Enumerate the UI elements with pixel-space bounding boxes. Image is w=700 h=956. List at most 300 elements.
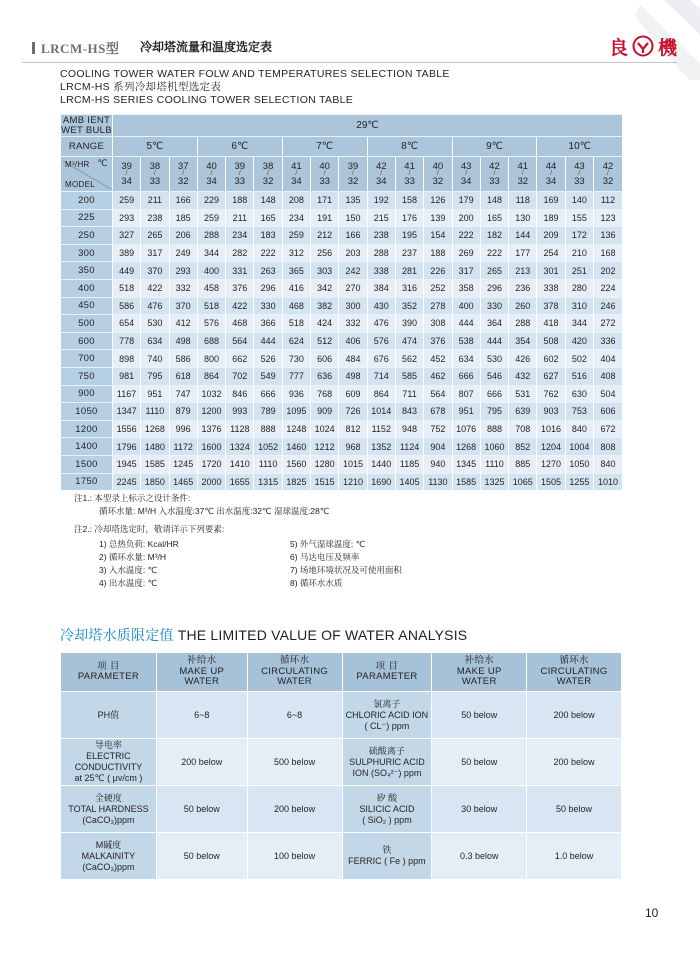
param-line: ION (SO₄²⁻) ppm bbox=[352, 767, 422, 778]
range-4: 9℃ bbox=[452, 137, 537, 157]
range-3: 8℃ bbox=[367, 137, 452, 157]
temp-pair-stack bbox=[339, 162, 366, 186]
head-param-left bbox=[61, 653, 157, 692]
temp-slash: / bbox=[153, 170, 156, 177]
flow-cell: 768 bbox=[311, 385, 339, 403]
flow-cell: 530 bbox=[480, 350, 508, 368]
flow-cell: 301 bbox=[537, 262, 565, 280]
deg-label: ℃ bbox=[97, 158, 108, 168]
flow-cell: 444 bbox=[480, 332, 508, 350]
note-item: 5) 外气湿球温度: ℃ bbox=[290, 539, 366, 549]
temp-out: 34 bbox=[121, 176, 132, 187]
flow-cell: 1268 bbox=[141, 420, 169, 438]
flow-cell: 602 bbox=[537, 350, 565, 368]
flow-cell: 376 bbox=[424, 332, 452, 350]
temp-out: 34 bbox=[375, 176, 387, 187]
head-param-right bbox=[342, 653, 432, 692]
temp-pair-stack bbox=[594, 162, 622, 186]
makeup-left: 200 below bbox=[156, 739, 247, 786]
flow-cell: 183 bbox=[254, 227, 282, 245]
temp-pair-13 bbox=[480, 157, 508, 192]
flow-cell: 1185 bbox=[395, 455, 423, 473]
flow-cell: 389 bbox=[112, 244, 140, 262]
flow-cell: 112 bbox=[594, 192, 623, 210]
head-makeup-en1: MAKE UP bbox=[179, 665, 225, 677]
note-item: 8) 循环水水质 bbox=[290, 578, 343, 588]
flow-cell: 708 bbox=[509, 420, 537, 438]
flow-cell: 636 bbox=[311, 367, 339, 385]
flow-cell: 1560 bbox=[282, 455, 310, 473]
temp-pair-stack bbox=[254, 162, 281, 186]
flow-cell: 168 bbox=[594, 244, 623, 262]
flow-cell: 666 bbox=[254, 385, 282, 403]
temp-in: 39 bbox=[234, 161, 246, 172]
temp-pair-stack bbox=[226, 162, 253, 186]
flow-cell: 259 bbox=[282, 227, 310, 245]
flow-cell: 169 bbox=[537, 192, 565, 210]
header-title: 冷却塔流量和温度选定表 bbox=[140, 40, 273, 54]
flow-cell: 549 bbox=[254, 367, 282, 385]
flow-cell: 202 bbox=[594, 262, 623, 280]
model-cell: 1200 bbox=[61, 420, 113, 438]
flow-cell: 1167 bbox=[112, 385, 140, 403]
circ-left: 200 below bbox=[247, 786, 342, 833]
title-cn: LRCM-HS 系列冷却塔机型选定表 bbox=[60, 81, 222, 93]
flow-cell: 1110 bbox=[254, 455, 282, 473]
flow-cell: 996 bbox=[169, 420, 197, 438]
flow-cell: 634 bbox=[452, 350, 480, 368]
temp-in: 39 bbox=[121, 161, 132, 172]
flow-cell: 1347 bbox=[112, 403, 140, 421]
temp-pair-9 bbox=[367, 157, 395, 192]
head-circ-cn: 循环水 bbox=[279, 655, 310, 667]
temp-pair-stack bbox=[113, 162, 140, 186]
flow-cell: 242 bbox=[339, 262, 367, 280]
flow-cell: 747 bbox=[169, 385, 197, 403]
flow-cell: 195 bbox=[395, 227, 423, 245]
flow-cell: 627 bbox=[537, 367, 565, 385]
temp-slash: / bbox=[607, 170, 609, 177]
note1 bbox=[74, 492, 190, 505]
flow-cell: 358 bbox=[452, 279, 480, 297]
flow-cell: 254 bbox=[537, 244, 565, 262]
flow-cell: 1245 bbox=[169, 455, 197, 473]
flow-cell: 312 bbox=[282, 244, 310, 262]
head-circ-left bbox=[247, 653, 342, 692]
model-cell: 700 bbox=[61, 350, 113, 368]
temp-pair-stack bbox=[198, 162, 225, 186]
flow-cell: 1172 bbox=[169, 438, 197, 456]
note-item: 2) 循环水量: M³/H bbox=[99, 552, 167, 562]
note1-detail: 循环水量: M³/H 入水温度:37℃ 出水温度:32℃ 湿球温度:28℃ bbox=[99, 506, 330, 516]
model-cell: 450 bbox=[61, 297, 113, 315]
flow-cell: 654 bbox=[112, 315, 140, 333]
header-bar bbox=[32, 42, 35, 54]
flow-cell: 378 bbox=[537, 297, 565, 315]
param-line: SULPHURIC ACID bbox=[349, 756, 425, 767]
table-row bbox=[61, 332, 623, 350]
flow-cell: 404 bbox=[594, 350, 623, 368]
temp-slash: / bbox=[182, 170, 185, 177]
temp-slash: / bbox=[521, 170, 524, 177]
flow-cell: 189 bbox=[537, 209, 565, 227]
flow-cell: 634 bbox=[141, 332, 169, 350]
note-item: 3) 入水温度: ℃ bbox=[99, 565, 158, 575]
flow-cell: 476 bbox=[367, 315, 395, 333]
flow-cell: 430 bbox=[367, 297, 395, 315]
flow-cell: 192 bbox=[367, 192, 395, 210]
flow-cell: 336 bbox=[594, 332, 623, 350]
flow-cell: 229 bbox=[197, 192, 225, 210]
temp-in: 42 bbox=[602, 161, 614, 172]
flow-cell: 1130 bbox=[424, 473, 452, 490]
head-circ-en2-2: WATER bbox=[556, 676, 592, 688]
flow-cell: 846 bbox=[226, 385, 254, 403]
flow-cell: 508 bbox=[537, 332, 565, 350]
makeup-left: 50 below bbox=[156, 786, 247, 833]
flow-cell: 130 bbox=[509, 209, 537, 227]
temp-out: 32 bbox=[432, 176, 444, 187]
flow-cell: 618 bbox=[169, 367, 197, 385]
flow-cell: 338 bbox=[537, 279, 565, 297]
flow-cell: 206 bbox=[169, 227, 197, 245]
water-title-cn: 冷却塔水质限定值 bbox=[60, 627, 174, 643]
circ-right: 1.0 below bbox=[527, 833, 622, 880]
model-cell: 1400 bbox=[61, 438, 113, 456]
temp-out: 33 bbox=[404, 176, 415, 187]
temp-pair-stack bbox=[170, 162, 197, 186]
temp-in: 39 bbox=[347, 161, 359, 172]
model-cell: 750 bbox=[61, 367, 113, 385]
flow-cell: 1585 bbox=[141, 455, 169, 473]
flow-cell: 209 bbox=[537, 227, 565, 245]
flow-cell: 885 bbox=[509, 455, 537, 473]
flow-cell: 476 bbox=[141, 297, 169, 315]
logo-emblem-icon bbox=[632, 35, 654, 57]
flow-cell: 212 bbox=[311, 227, 339, 245]
flow-cell: 148 bbox=[254, 192, 282, 210]
temp-pair-17 bbox=[594, 157, 623, 192]
water-row bbox=[61, 833, 622, 880]
flow-cell: 1600 bbox=[197, 438, 225, 456]
flow-cell: 282 bbox=[226, 244, 254, 262]
flow-cell: 1052 bbox=[254, 438, 282, 456]
flow-cell: 118 bbox=[509, 192, 537, 210]
param-line: (CaCO₃)ppm bbox=[82, 814, 135, 825]
temp-slash: / bbox=[125, 170, 128, 177]
flow-cell: 1015 bbox=[339, 455, 367, 473]
param-line: 氯离子 bbox=[373, 698, 401, 709]
flow-cell: 1212 bbox=[311, 438, 339, 456]
head-makeup-cn: 补给水 bbox=[187, 655, 217, 667]
flow-cell: 185 bbox=[169, 209, 197, 227]
table-row bbox=[61, 227, 623, 245]
temp-pair-stack bbox=[453, 162, 480, 186]
flow-cell: 1204 bbox=[537, 438, 565, 456]
flow-cell: 165 bbox=[480, 209, 508, 227]
flow-cell: 222 bbox=[480, 244, 508, 262]
table-row bbox=[61, 438, 623, 456]
mhr-label: M³/HR bbox=[65, 160, 90, 169]
note2-items-left bbox=[99, 538, 179, 590]
flow-cell: 139 bbox=[424, 209, 452, 227]
model-cell: 600 bbox=[61, 332, 113, 350]
table-row bbox=[61, 279, 623, 297]
table-row bbox=[61, 367, 623, 385]
flow-cell: 1270 bbox=[537, 455, 565, 473]
temp-in: 42 bbox=[489, 161, 500, 172]
temp-pair-stack bbox=[283, 162, 310, 186]
mhr-model-cell bbox=[61, 157, 113, 192]
head-makeup-right bbox=[432, 653, 527, 692]
amb-label-1: AMB IENT bbox=[62, 114, 111, 126]
temp-pair-15 bbox=[537, 157, 565, 192]
flow-cell: 888 bbox=[480, 420, 508, 438]
flow-cell: 236 bbox=[509, 279, 537, 297]
flow-cell: 1690 bbox=[367, 473, 395, 490]
makeup-right: 50 below bbox=[432, 692, 527, 739]
head-circ-cn-2: 循环水 bbox=[559, 655, 589, 667]
table-row bbox=[61, 192, 623, 210]
circ-right: 50 below bbox=[527, 786, 622, 833]
amb-value: 29℃ bbox=[112, 115, 622, 137]
flow-cell: 211 bbox=[226, 209, 254, 227]
makeup-right: 50 below bbox=[432, 739, 527, 786]
flow-cell: 512 bbox=[311, 332, 339, 350]
model-label: MODEL bbox=[65, 180, 95, 189]
flow-cell: 150 bbox=[339, 209, 367, 227]
temp-out: 33 bbox=[149, 176, 161, 187]
flow-cell: 452 bbox=[424, 350, 452, 368]
flow-cell: 211 bbox=[141, 192, 169, 210]
makeup-left: 50 below bbox=[156, 833, 247, 880]
flow-cell: 281 bbox=[395, 262, 423, 280]
flow-cell: 564 bbox=[424, 385, 452, 403]
makeup-right: 0.3 below bbox=[432, 833, 527, 880]
flow-cell: 940 bbox=[424, 455, 452, 473]
param-line: M碱度 bbox=[95, 839, 122, 850]
flow-cell: 1065 bbox=[509, 473, 537, 490]
table-row bbox=[61, 455, 623, 473]
table-row bbox=[61, 350, 623, 368]
note-item: 7) 场地环境状况及可使用面积 bbox=[290, 565, 402, 575]
flow-cell: 272 bbox=[594, 315, 623, 333]
flow-cell: 342 bbox=[311, 279, 339, 297]
flow-cell: 330 bbox=[480, 297, 508, 315]
title-en-2: LRCM-HS SERIES COOLING TOWER SELECTION TABLE bbox=[60, 94, 354, 106]
flow-cell: 531 bbox=[509, 385, 537, 403]
water-title-en: THE LIMITED VALUE OF WATER ANALYSIS bbox=[177, 627, 468, 643]
temp-pair-stack bbox=[481, 162, 508, 186]
logo-char-1: 良 bbox=[608, 36, 628, 59]
flow-cell: 182 bbox=[480, 227, 508, 245]
flow-cell: 259 bbox=[112, 192, 140, 210]
flow-cell: 1248 bbox=[282, 420, 310, 438]
temp-in: 37 bbox=[177, 161, 189, 172]
flow-cell: 586 bbox=[112, 297, 140, 315]
flow-cell: 1032 bbox=[197, 385, 225, 403]
flow-cell: 352 bbox=[395, 297, 423, 315]
flow-cell: 1324 bbox=[226, 438, 254, 456]
temp-pair-5 bbox=[254, 157, 282, 192]
flow-cell: 158 bbox=[395, 192, 423, 210]
water-row bbox=[61, 786, 622, 833]
flow-cell: 1352 bbox=[367, 438, 395, 456]
temp-out: 33 bbox=[234, 176, 246, 187]
header-model bbox=[32, 38, 119, 57]
flow-cell: 576 bbox=[197, 315, 225, 333]
table-row bbox=[61, 315, 623, 333]
temp-pair-stack bbox=[566, 162, 593, 186]
flow-cell: 807 bbox=[452, 385, 480, 403]
flow-cell: 364 bbox=[480, 315, 508, 333]
flow-cell: 144 bbox=[509, 227, 537, 245]
circ-left: 500 below bbox=[247, 739, 342, 786]
flow-cell: 1515 bbox=[311, 473, 339, 490]
flow-cell: 740 bbox=[141, 350, 169, 368]
flow-cell: 852 bbox=[509, 438, 537, 456]
flow-cell: 864 bbox=[367, 385, 395, 403]
flow-cell: 672 bbox=[594, 420, 623, 438]
param-left bbox=[61, 739, 157, 786]
flow-cell: 176 bbox=[395, 209, 423, 227]
temp-slash: / bbox=[323, 170, 326, 177]
temp-slash: / bbox=[210, 170, 213, 177]
flow-cell: 516 bbox=[565, 367, 593, 385]
flow-cell: 1014 bbox=[367, 403, 395, 421]
circ-right: 200 below bbox=[527, 692, 622, 739]
flow-cell: 265 bbox=[480, 262, 508, 280]
temp-pair-4 bbox=[226, 157, 254, 192]
flow-cell: 1210 bbox=[339, 473, 367, 490]
flow-cell: 714 bbox=[367, 367, 395, 385]
flow-cell: 458 bbox=[197, 279, 225, 297]
flow-cell: 795 bbox=[141, 367, 169, 385]
temp-pair-14 bbox=[509, 157, 537, 192]
flow-cell: 155 bbox=[565, 209, 593, 227]
flow-cell: 263 bbox=[254, 262, 282, 280]
flow-cell: 126 bbox=[424, 192, 452, 210]
temp-slash: / bbox=[380, 170, 383, 177]
flow-cell: 1050 bbox=[565, 455, 593, 473]
note2-text: 冷却塔选定时，敬请详示下列要素: bbox=[94, 524, 225, 534]
note-item: 1) 总热负荷: Kcal/HR bbox=[99, 539, 179, 549]
temp-out: 32 bbox=[517, 176, 529, 187]
temp-slash: / bbox=[295, 170, 298, 177]
flow-cell: 237 bbox=[395, 244, 423, 262]
temp-in: 43 bbox=[460, 161, 472, 172]
flow-cell: 502 bbox=[565, 350, 593, 368]
flow-cell: 140 bbox=[565, 192, 593, 210]
flow-cell: 1345 bbox=[452, 455, 480, 473]
flow-cell: 300 bbox=[339, 297, 367, 315]
temp-slash: / bbox=[465, 170, 468, 177]
param-line: ( SiO₂ ) ppm bbox=[362, 814, 412, 825]
temp-out: 34 bbox=[291, 176, 302, 187]
param-line: 全硬度 bbox=[94, 792, 122, 803]
flow-cell: 449 bbox=[112, 262, 140, 280]
model-cell: 300 bbox=[61, 244, 113, 262]
flow-cell: 789 bbox=[254, 403, 282, 421]
flow-cell: 422 bbox=[141, 279, 169, 297]
temp-pair-7 bbox=[311, 157, 339, 192]
flow-cell: 296 bbox=[254, 279, 282, 297]
flow-cell: 208 bbox=[282, 192, 310, 210]
flow-cell: 468 bbox=[226, 315, 254, 333]
table-row bbox=[61, 420, 623, 438]
model-cell: 225 bbox=[61, 209, 113, 227]
flow-cell: 538 bbox=[452, 332, 480, 350]
param-line: PH值 bbox=[97, 709, 120, 720]
flow-cell: 1410 bbox=[226, 455, 254, 473]
temp-slash: / bbox=[408, 170, 411, 177]
flow-cell: 606 bbox=[594, 403, 623, 421]
model-cell: 1050 bbox=[61, 403, 113, 421]
table-row bbox=[61, 473, 623, 490]
temp-out: 34 bbox=[206, 176, 217, 187]
flow-cell: 270 bbox=[339, 279, 367, 297]
flow-cell: 252 bbox=[424, 279, 452, 297]
flow-cell: 1280 bbox=[311, 455, 339, 473]
temp-slash: / bbox=[267, 170, 270, 177]
amb-wet-bulb-label bbox=[61, 115, 113, 137]
flow-cell: 327 bbox=[112, 227, 140, 245]
flow-cell: 762 bbox=[537, 385, 565, 403]
flow-cell: 416 bbox=[282, 279, 310, 297]
range-0: 5℃ bbox=[112, 137, 197, 157]
temp-slash: / bbox=[436, 170, 439, 177]
param-line: 导电率 bbox=[94, 740, 122, 750]
flow-cell: 951 bbox=[452, 403, 480, 421]
flow-cell: 384 bbox=[367, 279, 395, 297]
head-param-cn: 项 目 bbox=[97, 660, 120, 672]
water-section-title bbox=[60, 625, 467, 645]
flow-cell: 711 bbox=[395, 385, 423, 403]
flow-cell: 936 bbox=[282, 385, 310, 403]
flow-cell: 1010 bbox=[594, 473, 623, 490]
flow-cell: 331 bbox=[226, 262, 254, 280]
circ-left: 100 below bbox=[247, 833, 342, 880]
temp-in: 41 bbox=[291, 161, 302, 172]
head-circ-en1-2: CIRCULATING bbox=[540, 665, 608, 677]
flow-cell: 422 bbox=[226, 297, 254, 315]
flow-cell: 474 bbox=[395, 332, 423, 350]
flow-cell: 1460 bbox=[282, 438, 310, 456]
table-row bbox=[61, 209, 623, 227]
flow-cell: 238 bbox=[367, 227, 395, 245]
flow-cell: 222 bbox=[254, 244, 282, 262]
flow-cell: 1128 bbox=[226, 420, 254, 438]
flow-cell: 576 bbox=[367, 332, 395, 350]
table-row bbox=[61, 403, 623, 421]
flow-cell: 332 bbox=[169, 279, 197, 297]
flow-cell: 1405 bbox=[395, 473, 423, 490]
flow-cell: 1556 bbox=[112, 420, 140, 438]
flow-cell: 951 bbox=[141, 385, 169, 403]
temp-out: 32 bbox=[347, 176, 359, 187]
flow-cell: 1016 bbox=[537, 420, 565, 438]
flow-cell: 234 bbox=[282, 209, 310, 227]
flow-cell: 249 bbox=[169, 244, 197, 262]
header-divider bbox=[22, 62, 677, 63]
temp-in: 41 bbox=[404, 161, 415, 172]
flow-cell: 484 bbox=[339, 350, 367, 368]
flow-cell: 1325 bbox=[480, 473, 508, 490]
flow-cell: 2245 bbox=[112, 473, 140, 490]
flow-cell: 188 bbox=[226, 192, 254, 210]
flow-cell: 191 bbox=[311, 209, 339, 227]
flow-cell: 1110 bbox=[141, 403, 169, 421]
